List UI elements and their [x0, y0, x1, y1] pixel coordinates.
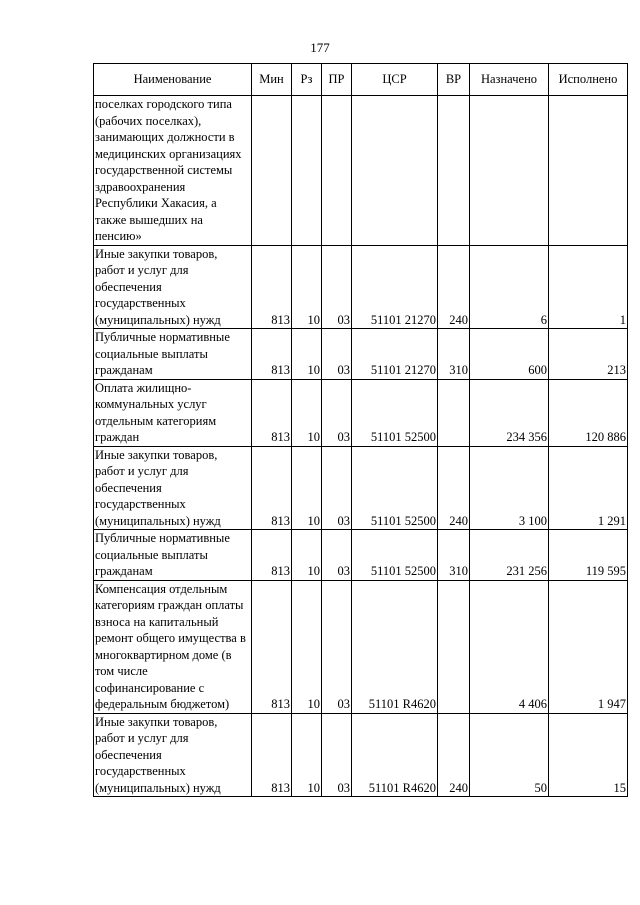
row-executed: 1 291: [549, 446, 628, 530]
row-executed: 213: [549, 329, 628, 380]
row-rz: 10: [292, 713, 322, 797]
row-pr: [322, 96, 352, 246]
row-name: Компенсация отдельным категориям граждан оплаты взноса на капитальный ремонт общего имущества в многоквартирном доме (в том числе софинансирование с федеральным бюджетом): [94, 580, 252, 713]
row-vr: 310: [438, 329, 470, 380]
row-csr: 51101 21270: [352, 329, 438, 380]
row-pr: 03: [322, 446, 352, 530]
row-rz: 10: [292, 379, 322, 446]
row-executed: [549, 96, 628, 246]
row-assigned: 231 256: [470, 530, 549, 581]
table-row: [94, 245, 628, 329]
row-min: 813: [252, 580, 292, 713]
header-min: Мин: [252, 64, 292, 96]
row-vr: 310: [438, 530, 470, 581]
header-assigned: Назначено: [470, 64, 549, 96]
row-vr: [438, 379, 470, 446]
row-min: 813: [252, 530, 292, 581]
row-assigned: 6: [470, 245, 549, 329]
row-min: 813: [252, 446, 292, 530]
row-executed: 15: [549, 713, 628, 797]
row-pr: 03: [322, 530, 352, 581]
row-assigned: 3 100: [470, 446, 549, 530]
row-csr: [352, 96, 438, 246]
header-vr: ВР: [438, 64, 470, 96]
row-rz: 10: [292, 245, 322, 329]
row-pr: 03: [322, 713, 352, 797]
row-rz: 10: [292, 580, 322, 713]
row-name: поселках городского типа (рабочих поселках), занимающих должности в медицинских организациях государственной системы здравоохранения Республики Хакасия, а также вышедших на пенсию»: [94, 96, 252, 246]
row-csr: 51101 R4620: [352, 713, 438, 797]
header-executed: Исполнено: [549, 64, 628, 96]
row-executed: 1: [549, 245, 628, 329]
row-name: Публичные нормативные социальные выплаты гражданам: [94, 329, 252, 380]
row-rz: 10: [292, 329, 322, 380]
table-row: [94, 96, 628, 246]
row-pr: 03: [322, 379, 352, 446]
row-pr: 03: [322, 580, 352, 713]
table-row: [94, 580, 628, 713]
row-assigned: [470, 96, 549, 246]
row-name: Иные закупки товаров, работ и услуг для обеспечения государственных (муниципальных) нужд: [94, 446, 252, 530]
header-name: Наименование: [94, 64, 252, 96]
row-vr: 240: [438, 713, 470, 797]
row-rz: [292, 96, 322, 246]
header-csr: ЦСР: [352, 64, 438, 96]
row-pr: 03: [322, 329, 352, 380]
table-row: [94, 446, 628, 530]
row-assigned: 600: [470, 329, 549, 380]
table-header-row: [94, 64, 628, 96]
row-vr: [438, 96, 470, 246]
row-min: 813: [252, 379, 292, 446]
row-assigned: 50: [470, 713, 549, 797]
header-rz: Рз: [292, 64, 322, 96]
row-executed: 1 947: [549, 580, 628, 713]
row-assigned: 234 356: [470, 379, 549, 446]
table-row: [94, 329, 628, 380]
table-row: [94, 379, 628, 446]
row-min: 813: [252, 713, 292, 797]
row-name: Оплата жилищно-коммунальных услуг отдельным категориям граждан: [94, 379, 252, 446]
row-name: Иные закупки товаров, работ и услуг для обеспечения государственных (муниципальных) нужд: [94, 245, 252, 329]
row-min: 813: [252, 245, 292, 329]
row-executed: 119 595: [549, 530, 628, 581]
header-pr: ПР: [322, 64, 352, 96]
row-csr: 51101 52500: [352, 379, 438, 446]
row-csr: 51101 52500: [352, 530, 438, 581]
row-csr: 51101 52500: [352, 446, 438, 530]
row-vr: [438, 580, 470, 713]
row-min: 813: [252, 329, 292, 380]
row-name: Публичные нормативные социальные выплаты гражданам: [94, 530, 252, 581]
row-name: Иные закупки товаров, работ и услуг для обеспечения государственных (муниципальных) нужд: [94, 713, 252, 797]
row-pr: 03: [322, 245, 352, 329]
row-rz: 10: [292, 530, 322, 581]
row-assigned: 4 406: [470, 580, 549, 713]
table-row: [94, 713, 628, 797]
row-vr: 240: [438, 245, 470, 329]
row-rz: 10: [292, 446, 322, 530]
page-number: 177: [310, 40, 330, 55]
row-csr: 51101 21270: [352, 245, 438, 329]
row-vr: 240: [438, 446, 470, 530]
row-executed: 120 886: [549, 379, 628, 446]
budget-table: [93, 63, 628, 797]
row-min: [252, 96, 292, 246]
row-csr: 51101 R4620: [352, 580, 438, 713]
table-row: [94, 530, 628, 581]
